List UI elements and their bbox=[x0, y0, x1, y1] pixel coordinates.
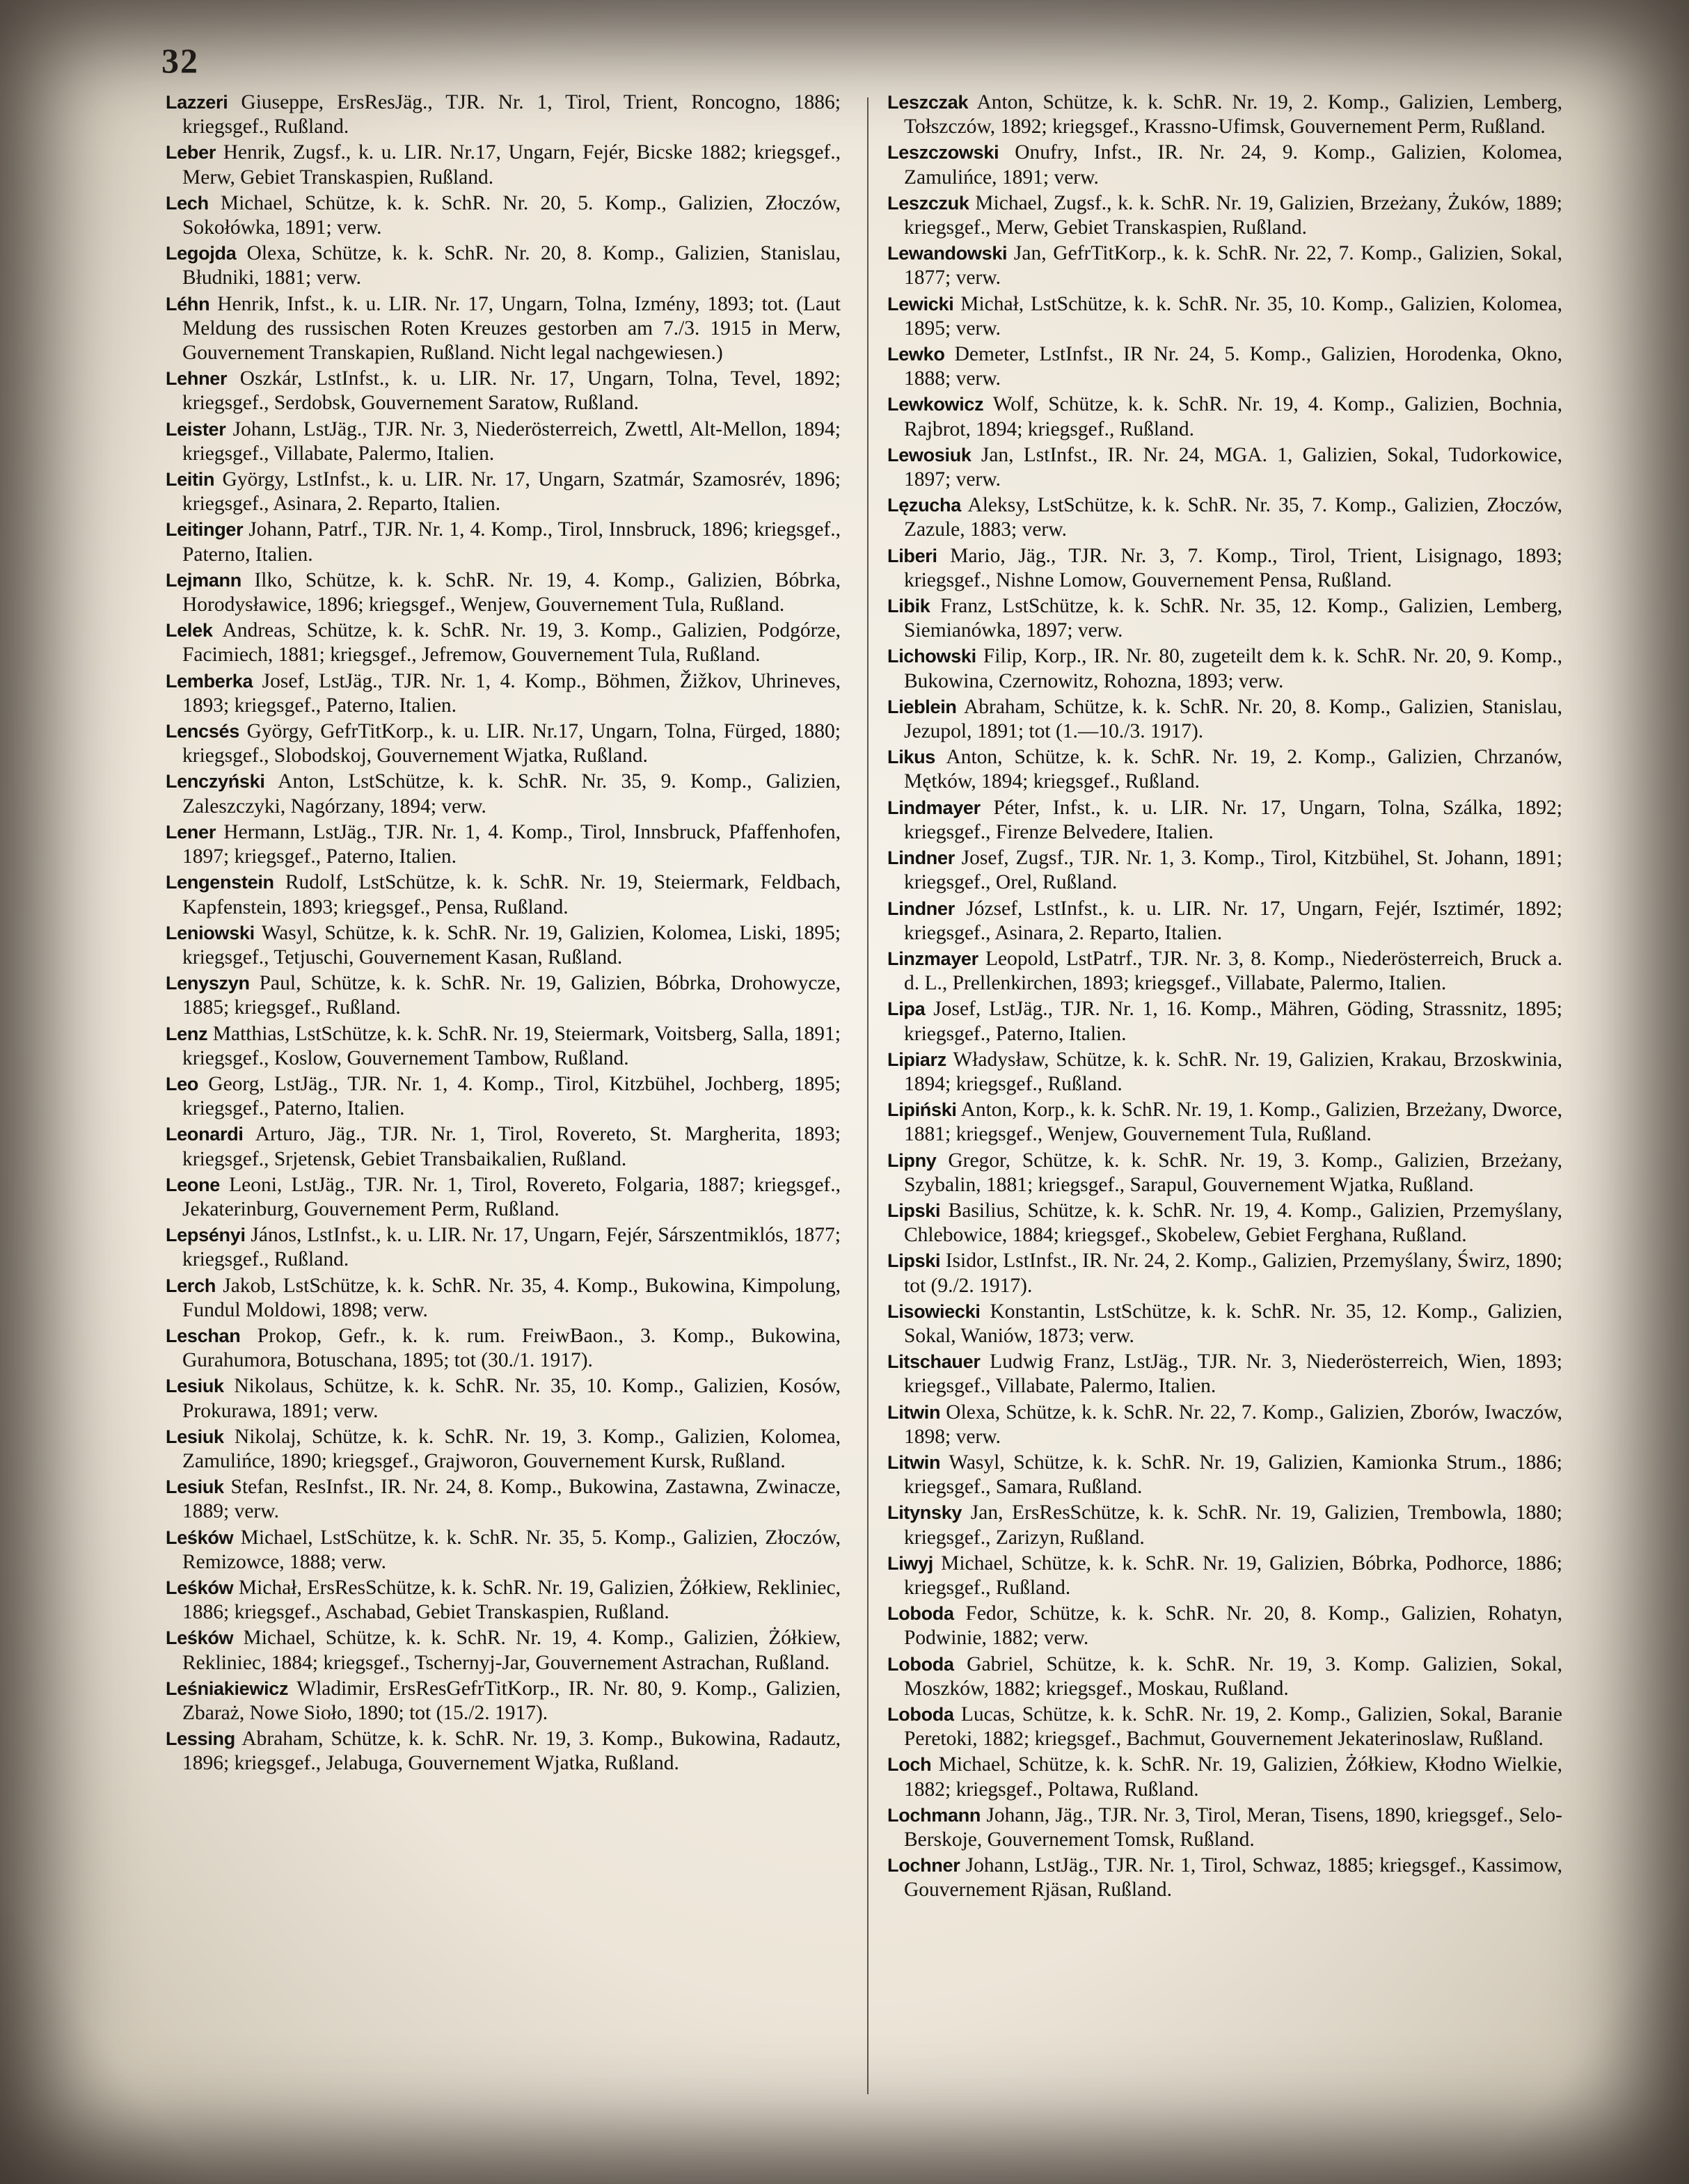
entry-surname: Lesiuk bbox=[166, 1426, 224, 1447]
entry-surname: Lipny bbox=[887, 1149, 937, 1171]
list-entry bbox=[166, 669, 841, 718]
list-entry bbox=[166, 568, 841, 617]
entry-surname: Lochner bbox=[887, 1855, 960, 1876]
entry-details: Leoni, LstJäg., TJR. Nr. 1, Tirol, Rovereto, Folgaria, 1887; kriegsgef., Jekaterinburg, Gouvernement Perm, Rußland. bbox=[182, 1173, 841, 1220]
entry-details: Basilius, Schütze, k. k. SchR. Nr. 19, 4. Komp., Galizien, Przemyślany, Chlebowice, 1884; kriegsgef., Skobelew, Gebiet Ferghana, Rußland. bbox=[904, 1199, 1562, 1247]
list-entry bbox=[887, 1451, 1562, 1499]
entry-surname: Leo bbox=[166, 1073, 199, 1094]
list-entry bbox=[887, 1300, 1562, 1348]
list-entry bbox=[166, 619, 841, 667]
entry-surname: Lipiński bbox=[887, 1099, 957, 1121]
entry-surname: Leber bbox=[166, 142, 216, 164]
entry-surname: Lochmann bbox=[887, 1804, 981, 1826]
list-entry bbox=[887, 1199, 1562, 1248]
list-entry bbox=[166, 90, 841, 139]
list-entry bbox=[887, 342, 1562, 391]
entry-surname: Lewko bbox=[887, 344, 945, 365]
entry-details: György, LstInfst., k. u. LIR. Nr. 17, Ungarn, Szatmár, Szamosrév, 1896; kriegsgef., Asinara, 2. Reparto, Italien. bbox=[182, 468, 841, 516]
entry-details: Josef, LstJäg., TJR. Nr. 1, 4. Komp., Böhmen, Žižkov, Uhrineves, 1893; kriegsgef., Paterno, Italien. bbox=[182, 669, 841, 717]
entry-details: Michael, LstSchütze, k. k. SchR. Nr. 35, 5. Komp., Galizien, Złoczów, Remizowce, 1888; verw. bbox=[182, 1526, 841, 1573]
entry-surname: Lessing bbox=[166, 1728, 235, 1750]
list-entry bbox=[166, 1626, 841, 1675]
list-entry bbox=[887, 90, 1562, 139]
list-entry bbox=[166, 191, 841, 240]
entry-details: Lucas, Schütze, k. k. SchR. Nr. 19, 2. Komp., Galizien, Sokal, Baranie Peretoki, 1882; kriegsgef., Bachmut, Gouvernement Jekaterinoslaw, Rußland. bbox=[904, 1703, 1562, 1751]
entry-details: Michał, ErsResSchütze, k. k. SchR. Nr. 19, Galizien, Żółkiew, Rekliniec, 1886; kriegsgef., Aschabad, Gebiet Transkaspien, Rußland. bbox=[182, 1576, 841, 1624]
entry-surname: Lenczyński bbox=[166, 771, 265, 792]
list-entry bbox=[887, 695, 1562, 744]
entry-surname: Lewicki bbox=[887, 293, 954, 314]
entry-surname: Leitinger bbox=[166, 519, 244, 541]
entry-surname: Léhn bbox=[166, 293, 210, 314]
entry-details: Hermann, LstJäg., TJR. Nr. 1, 4. Komp., Tirol, Innsbruck, Pfaffenhofen, 1897; kriegsgef., Paterno, Italien. bbox=[182, 820, 841, 868]
right-column bbox=[887, 90, 1562, 1904]
list-entry bbox=[887, 1602, 1562, 1650]
entry-details: Andreas, Schütze, k. k. SchR. Nr. 19, 3. Komp., Galizien, Podgórze, Facimiech, 1881; kriegsgef., Jefremow, Gouvernement Tula, Rußland. bbox=[182, 619, 841, 667]
entry-details: József, LstInfst., k. u. LIR. Nr. 17, Ungarn, Fejér, Isztimér, 1892; kriegsgef., Asinara, 2. Reparto, Italien. bbox=[904, 897, 1562, 944]
entry-details: Nikolaus, Schütze, k. k. SchR. Nr. 35, 10. Komp., Galizien, Kosów, Prokurawa, 1891; verw. bbox=[182, 1375, 841, 1422]
list-entry bbox=[166, 141, 841, 189]
entry-details: Fedor, Schütze, k. k. SchR. Nr. 20, 8. Komp., Galizien, Rohatyn, Podwinie, 1882; verw. bbox=[904, 1602, 1562, 1650]
entry-surname: Lenz bbox=[166, 1023, 208, 1044]
list-entry bbox=[166, 1374, 841, 1423]
entry-details: Gregor, Schütze, k. k. SchR. Nr. 19, 3. Komp., Galizien, Brzeżany, Szybalin, 1881; kriegsgef., Sarapul, Gouvernement Wjatka, Rußland. bbox=[904, 1149, 1562, 1196]
list-entry bbox=[887, 796, 1562, 845]
entry-surname: Lengenstein bbox=[166, 872, 274, 893]
entry-details: Michael, Schütze, k. k. SchR. Nr. 19, 4. Komp., Galizien, Żółkiew, Rekliniec, 1884; kriegsgef., Tschernyj-Jar, Gouvernement Astrachan, Rußland. bbox=[182, 1627, 841, 1674]
entry-details: Georg, LstJäg., TJR. Nr. 1, 4. Komp., Tirol, Kitzbühel, Jochberg, 1895; kriegsgef., Paterno, Italien. bbox=[182, 1072, 841, 1120]
list-entry bbox=[887, 1552, 1562, 1600]
entry-details: Rudolf, LstSchütze, k. k. SchR. Nr. 19, Steiermark, Feldbach, Kapfenstein, 1893; kriegsgef., Pensa, Rußland. bbox=[182, 871, 841, 918]
entry-details: Aleksy, LstSchütze, k. k. SchR. Nr. 35, 7. Komp., Galizien, Złoczów, Zazule, 1883; verw. bbox=[904, 494, 1562, 541]
entry-details: Wasyl, Schütze, k. k. SchR. Nr. 19, Galizien, Kamionka Strum., 1886; kriegsgef., Samara, Rußland. bbox=[904, 1451, 1562, 1499]
list-entry bbox=[887, 997, 1562, 1046]
list-entry bbox=[166, 971, 841, 1020]
entry-surname: Loboda bbox=[887, 1653, 954, 1675]
entry-details: Johann, LstJäg., TJR. Nr. 3, Niederösterreich, Zwettl, Alt-Mellon, 1894; kriegsgef., Villabate, Palermo, Italien. bbox=[182, 417, 841, 465]
entry-details: Oszkár, LstInfst., k. u. LIR. Nr. 17, Ungarn, Tolna, Tevel, 1892; kriegsgef., Serdobsk, Gouvernement Saratow, Rußland. bbox=[182, 367, 841, 415]
entry-surname: Leśniakiewicz bbox=[166, 1677, 289, 1699]
entry-details: Johann, Patrf., TJR. Nr. 1, 4. Komp., Tirol, Innsbruck, 1896; kriegsgef., Paterno, Italien. bbox=[182, 518, 841, 566]
entry-details: Gabriel, Schütze, k. k. SchR. Nr. 19, 3. Komp. Galizien, Sokal, Moszków, 1882; kriegsgef., Moskau, Rußland. bbox=[904, 1652, 1562, 1700]
entry-details: Jan, LstInfst., IR. Nr. 24, MGA. 1, Galizien, Sokal, Tudorkowice, 1897; verw. bbox=[904, 443, 1562, 491]
entry-surname: Liwyj bbox=[887, 1552, 934, 1574]
list-entry bbox=[887, 544, 1562, 593]
list-entry bbox=[887, 1048, 1562, 1097]
entry-details: Isidor, LstInfst., IR. Nr. 24, 2. Komp., Galizien, Przemyślany, Świrz, 1890; tot (9./2. 1917). bbox=[904, 1250, 1562, 1297]
entry-details: Prokop, Gefr., k. k. rum. FreiwBaon., 3. Komp., Bukowina, Gurahumora, Botuschana, 1895; tot (30./1. 1917). bbox=[182, 1324, 841, 1372]
entry-surname: Loboda bbox=[887, 1704, 954, 1725]
entry-surname: Liberi bbox=[887, 545, 937, 566]
entry-details: Michał, LstSchütze, k. k. SchR. Nr. 35, 10. Komp., Galizien, Kolomea, 1895; verw. bbox=[904, 292, 1562, 340]
entry-surname: Lencsés bbox=[166, 721, 239, 742]
entry-surname: Lieblein bbox=[887, 696, 957, 717]
list-entry bbox=[166, 1677, 841, 1725]
list-entry bbox=[166, 241, 841, 290]
entry-surname: Lerch bbox=[166, 1275, 216, 1296]
entry-surname: Likus bbox=[887, 747, 936, 768]
entry-surname: Leszczuk bbox=[887, 192, 969, 214]
entry-details: Anton, Schütze, k. k. SchR. Nr. 19, 2. Komp., Galizien, Chrzanów, Mętków, 1894; kriegsgef., Rußland. bbox=[904, 746, 1562, 793]
list-entry bbox=[166, 1727, 841, 1776]
entry-surname: Leśków bbox=[166, 1577, 234, 1598]
left-column bbox=[166, 90, 841, 1778]
entry-details: Ludwig Franz, LstJäg., TJR. Nr. 3, Niederösterreich, Wien, 1893; kriegsgef., Villabate, Palermo, Italien. bbox=[904, 1350, 1562, 1398]
list-entry bbox=[887, 493, 1562, 542]
list-entry bbox=[887, 141, 1562, 189]
list-entry bbox=[887, 1350, 1562, 1398]
entry-surname: Litwin bbox=[887, 1451, 941, 1473]
list-entry bbox=[166, 1425, 841, 1474]
entry-surname: Lindmayer bbox=[887, 797, 981, 818]
list-entry bbox=[887, 1753, 1562, 1801]
list-entry bbox=[887, 241, 1562, 290]
list-entry bbox=[887, 594, 1562, 643]
entry-surname: Leszczak bbox=[887, 92, 969, 113]
entry-surname: Libik bbox=[887, 596, 930, 617]
list-entry bbox=[887, 897, 1562, 946]
entry-surname: Lech bbox=[166, 192, 209, 214]
entry-surname: Lichowski bbox=[887, 646, 976, 667]
list-entry bbox=[887, 1652, 1562, 1701]
list-entry bbox=[166, 1576, 841, 1625]
entry-details: Wasyl, Schütze, k. k. SchR. Nr. 19, Galizien, Kolomea, Liski, 1895; kriegsgef., Tetjuschi, Gouvernement Kasan, Rußland. bbox=[182, 921, 841, 969]
entry-surname: Lehner bbox=[166, 368, 228, 390]
entry-surname: Litschauer bbox=[887, 1351, 981, 1373]
entry-details: Jan, GefrTitKorp., k. k. SchR. Nr. 22, 7. Komp., Galizien, Sokal, 1877; verw. bbox=[904, 242, 1562, 289]
list-entry bbox=[166, 1072, 841, 1121]
entry-details: Josef, Zugsf., TJR. Nr. 1, 3. Komp., Tirol, Kitzbühel, St. Johann, 1891; kriegsgef., Orel, Rußland. bbox=[904, 847, 1562, 894]
list-entry bbox=[887, 745, 1562, 794]
entry-surname: Lesiuk bbox=[166, 1376, 224, 1397]
list-entry bbox=[166, 367, 841, 415]
entry-details: Michael, Schütze, k. k. SchR. Nr. 19, Galizien, Żółkiew, Kłodno Wielkie, 1882; kriegsgef., Poltawa, Rußland. bbox=[904, 1753, 1562, 1801]
entry-details: Onufry, Infst., IR. Nr. 24, 9. Komp., Galizien, Kolomea, Zamulińce, 1891; verw. bbox=[904, 141, 1562, 189]
list-entry bbox=[166, 719, 841, 768]
list-entry bbox=[166, 518, 841, 566]
list-entry bbox=[166, 921, 841, 970]
list-entry bbox=[887, 1854, 1562, 1902]
entry-details: Anton, Korp., k. k. SchR. Nr. 19, 1. Komp., Galizien, Brzeżany, Dworce, 1881; kriegsgef., Wenjew, Gouvernement Tula, Rußland. bbox=[904, 1099, 1562, 1146]
entry-details: Jakob, LstSchütze, k. k. SchR. Nr. 35, 4. Komp., Bukowina, Kimpolung, Fundul Moldowi, 1898; verw. bbox=[182, 1274, 841, 1321]
list-entry bbox=[166, 1475, 841, 1524]
entry-details: Leopold, LstPatrf., TJR. Nr. 3, 8. Komp., Niederösterreich, Bruck a. d. L., Prellenkirchen, 1893; kriegsgef., Villabate, Palermo, Italien. bbox=[904, 947, 1562, 995]
entry-details: Demeter, LstInfst., IR Nr. 24, 5. Komp., Galizien, Horodenka, Okno, 1888; verw. bbox=[904, 343, 1562, 390]
list-entry bbox=[166, 417, 841, 466]
entry-details: Wladimir, ErsResGefrTitKorp., IR. Nr. 80, 9. Komp., Galizien, Zbaraż, Nowe Sioło, 1890; tot (15./2. 1917). bbox=[182, 1677, 841, 1724]
entry-details: Michael, Schütze, k. k. SchR. Nr. 19, Galizien, Bóbrka, Podhorce, 1886; kriegsgef., Rußland. bbox=[904, 1552, 1562, 1599]
list-entry bbox=[166, 1173, 841, 1222]
entry-surname: Lipski bbox=[887, 1250, 941, 1272]
entry-surname: Leśków bbox=[166, 1627, 234, 1649]
entry-surname: Lindner bbox=[887, 898, 955, 919]
entry-details: Olexa, Schütze, k. k. SchR. Nr. 20, 8. Komp., Galizien, Stanislau, Błudniki, 1881; verw. bbox=[182, 242, 841, 289]
entry-surname: Lazzeri bbox=[166, 92, 228, 113]
list-entry bbox=[166, 820, 841, 869]
entry-surname: Leszczowski bbox=[887, 142, 999, 164]
entry-surname: Lemberka bbox=[166, 670, 253, 692]
list-entry bbox=[887, 947, 1562, 996]
entry-surname: Leonardi bbox=[166, 1124, 244, 1145]
entry-surname: Lenyszyn bbox=[166, 973, 250, 994]
list-entry bbox=[166, 1022, 841, 1071]
entry-surname: Lepsényi bbox=[166, 1225, 246, 1246]
entry-details: Johann, LstJäg., TJR. Nr. 1, Tirol, Schwaz, 1885; kriegsgef., Kassimow, Gouvernement Rjäsan, Rußland. bbox=[904, 1854, 1562, 1902]
entry-surname: Leniowski bbox=[166, 922, 255, 943]
entry-details: Wolf, Schütze, k. k. SchR. Nr. 19, 4. Komp., Galizien, Bochnia, Rajbrot, 1894; kriegsgef., Rußland. bbox=[904, 393, 1562, 440]
entry-details: Franz, LstSchütze, k. k. SchR. Nr. 35, 12. Komp., Galizien, Lemberg, Siemianówka, 1897; verw. bbox=[904, 595, 1562, 642]
entry-surname: Loboda bbox=[887, 1603, 954, 1625]
entry-details: Michael, Schütze, k. k. SchR. Nr. 20, 5. Komp., Galizien, Złoczów, Sokołówka, 1891; verw. bbox=[182, 191, 841, 239]
entry-details: Anton, LstSchütze, k. k. SchR. Nr. 35, 9. Komp., Galizien, Zaleszczyki, Nagórzany, 1894; verw. bbox=[182, 770, 841, 818]
entry-details: Abraham, Schütze, k. k. SchR. Nr. 19, 3. Komp., Bukowina, Radautz, 1896; kriegsgef., Jelabuga, Gouvernement Wjatka, Rußland. bbox=[182, 1728, 841, 1775]
entry-surname: Lewkowicz bbox=[887, 394, 984, 415]
entry-surname: Lejmann bbox=[166, 569, 241, 591]
entry-surname: Lipiarz bbox=[887, 1049, 946, 1070]
list-entry bbox=[887, 1249, 1562, 1298]
entry-details: Ilko, Schütze, k. k. SchR. Nr. 19, 4. Komp., Galizien, Bóbrka, Horodysławice, 1896; kriegsgef., Wenjew, Gouvernement Tula, Rußland. bbox=[182, 568, 841, 616]
list-entry bbox=[887, 1098, 1562, 1147]
list-entry bbox=[887, 1703, 1562, 1751]
entry-surname: Lisowiecki bbox=[887, 1300, 981, 1322]
list-entry bbox=[166, 1526, 841, 1575]
entry-details: Johann, Jäg., TJR. Nr. 3, Tirol, Meran, Tisens, 1890, kriegsgef., Selo-Berskoje, Gouvernement Tomsk, Rußland. bbox=[904, 1803, 1562, 1851]
list-entry bbox=[887, 1501, 1562, 1549]
entry-details: Abraham, Schütze, k. k. SchR. Nr. 20, 8. Komp., Galizien, Stanislau, Jezupol, 1891; tot (1.—10./3. 1917). bbox=[904, 695, 1562, 743]
list-entry bbox=[166, 1324, 841, 1373]
entry-details: György, GefrTitKorp., k. u. LIR. Nr.17, Ungarn, Tolna, Fürged, 1880; kriegsgef., Slobodskoj, Gouvernement Wjatka, Rußland. bbox=[182, 720, 841, 767]
entry-details: Mario, Jäg., TJR. Nr. 3, 7. Komp., Tirol, Trient, Lisignago, 1893; kriegsgef., Nishne Lomow, Gouvernement Pensa, Rußland. bbox=[904, 544, 1562, 591]
entry-surname: Litynsky bbox=[887, 1502, 962, 1524]
list-entry bbox=[887, 443, 1562, 492]
list-entry bbox=[887, 1803, 1562, 1852]
entry-details: Stefan, ResInfst., IR. Nr. 24, 8. Komp., Bukowina, Zastawna, Zwinacze, 1889; verw. bbox=[182, 1476, 841, 1523]
entry-surname: Lindner bbox=[887, 847, 955, 869]
entry-details: Giuseppe, ErsResJäg., TJR. Nr. 1, Tirol, Trient, Roncogno, 1886; kriegsgef., Rußland. bbox=[182, 91, 841, 138]
entry-details: Henrik, Infst., k. u. LIR. Nr. 17, Ungarn, Tolna, Izmény, 1893; tot. (Laut Meldung des russischen Roten Kreuzes gestorben am 7./3. 1915 in Merw, Gouvernement Transkapien, Rußland. Nicht legal nachgewiesen.) bbox=[182, 292, 841, 365]
entry-surname: Linzmayer bbox=[887, 948, 978, 969]
entry-details: Michael, Zugsf., k. k. SchR. Nr. 19, Galizien, Brzeżany, Żuków, 1889; kriegsgef., Merw, Gebiet Transkaspien, Rußland. bbox=[904, 191, 1562, 239]
entry-surname: Loch bbox=[887, 1754, 932, 1776]
entry-details: Filip, Korp., IR. Nr. 80, zugeteilt dem k. k. SchR. Nr. 20, 9. Komp., Bukowina, Czernowitz, Rohozna, 1893; verw. bbox=[904, 645, 1562, 692]
entry-details: Konstantin, LstSchütze, k. k. SchR. Nr. 35, 12. Komp., Galizien, Sokal, Waniów, 1873; verw. bbox=[904, 1300, 1562, 1347]
list-entry bbox=[887, 846, 1562, 895]
list-entry bbox=[166, 870, 841, 919]
entry-surname: Leister bbox=[166, 418, 226, 440]
entry-surname: Lewosiuk bbox=[887, 444, 972, 465]
entry-surname: Lipa bbox=[887, 998, 926, 1020]
entry-surname: Leitin bbox=[166, 469, 215, 491]
entry-surname: Legojda bbox=[166, 243, 237, 264]
entry-surname: Lęzucha bbox=[887, 495, 961, 516]
list-entry bbox=[166, 1274, 841, 1323]
list-entry bbox=[166, 770, 841, 818]
entry-details: Jan, ErsResSchütze, k. k. SchR. Nr. 19, Galizien, Trembowla, 1880; kriegsgef., Zarizyn, Rußland. bbox=[904, 1501, 1562, 1549]
entry-details: Josef, LstJäg., TJR. Nr. 1, 16. Komp., Mähren, Göding, Strassnitz, 1895; kriegsgef., Paterno, Italien. bbox=[904, 998, 1562, 1045]
entry-surname: Leone bbox=[166, 1174, 221, 1195]
entry-surname: Leschan bbox=[166, 1325, 241, 1346]
entry-details: Paul, Schütze, k. k. SchR. Nr. 19, Galizien, Bóbrka, Drohowycze, 1885; kriegsgef., Rußland. bbox=[182, 972, 841, 1019]
entry-surname: Lelek bbox=[166, 620, 213, 641]
entry-surname: Lipski bbox=[887, 1199, 941, 1221]
entry-details: Arturo, Jäg., TJR. Nr. 1, Tirol, Rovereto, St. Margherita, 1893; kriegsgef., Srjetensk, Gebiet Transbaikalien, Rußland. bbox=[182, 1123, 841, 1170]
entry-details: Anton, Schütze, k. k. SchR. Nr. 19, 2. Komp., Galizien, Lemberg, Tołszczów, 1892; kriegsgef., Krassno-Ufimsk, Gouvernement Perm, Rußland. bbox=[904, 91, 1562, 138]
list-entry bbox=[166, 1223, 841, 1272]
list-entry bbox=[166, 1122, 841, 1171]
list-entry bbox=[887, 1401, 1562, 1449]
list-entry bbox=[887, 292, 1562, 341]
page-number: 32 bbox=[161, 41, 199, 80]
list-entry bbox=[887, 644, 1562, 693]
list-entry bbox=[166, 468, 841, 516]
entry-surname: Leśków bbox=[166, 1527, 234, 1548]
entry-details: Nikolaj, Schütze, k. k. SchR. Nr. 19, 3. Komp., Galizien, Kolomea, Zamulińce, 1890; kriegsgef., Grajworon, Gouvernement Kursk, Rußland. bbox=[182, 1425, 841, 1472]
list-entry bbox=[887, 1149, 1562, 1197]
entry-details: Matthias, LstSchütze, k. k. SchR. Nr. 19, Steiermark, Voitsberg, Salla, 1891; kriegsgef., Koslow, Gouvernement Tambow, Rußland. bbox=[182, 1022, 841, 1069]
column-divider bbox=[867, 97, 869, 2094]
entry-details: Péter, Infst., k. u. LIR. Nr. 17, Ungarn, Tolna, Szálka, 1892; kriegsgef., Firenze Belvedere, Italien. bbox=[904, 796, 1562, 843]
list-entry bbox=[887, 191, 1562, 240]
entry-surname: Lesiuk bbox=[166, 1476, 224, 1498]
entry-details: János, LstInfst., k. u. LIR. Nr. 17, Ungarn, Fejér, Sárszentmiklós, 1877; kriegsgef., Rußland. bbox=[182, 1224, 841, 1271]
entry-details: Olexa, Schütze, k. k. SchR. Nr. 22, 7. Komp., Galizien, Zborów, Iwaczów, 1898; verw. bbox=[904, 1401, 1562, 1448]
entry-surname: Litwin bbox=[887, 1401, 941, 1423]
entry-details: Henrik, Zugsf., k. u. LIR. Nr.17, Ungarn, Fejér, Bicske 1882; kriegsgef., Merw, Gebiet Transkaspien, Rußland. bbox=[182, 141, 841, 189]
list-entry bbox=[166, 292, 841, 366]
entry-details: Władysław, Schütze, k. k. SchR. Nr. 19, Galizien, Krakau, Brzoskwinia, 1894; kriegsgef., Rußland. bbox=[904, 1048, 1562, 1095]
entry-surname: Lewandowski bbox=[887, 243, 1008, 264]
list-entry bbox=[887, 392, 1562, 441]
entry-surname: Lener bbox=[166, 821, 216, 843]
